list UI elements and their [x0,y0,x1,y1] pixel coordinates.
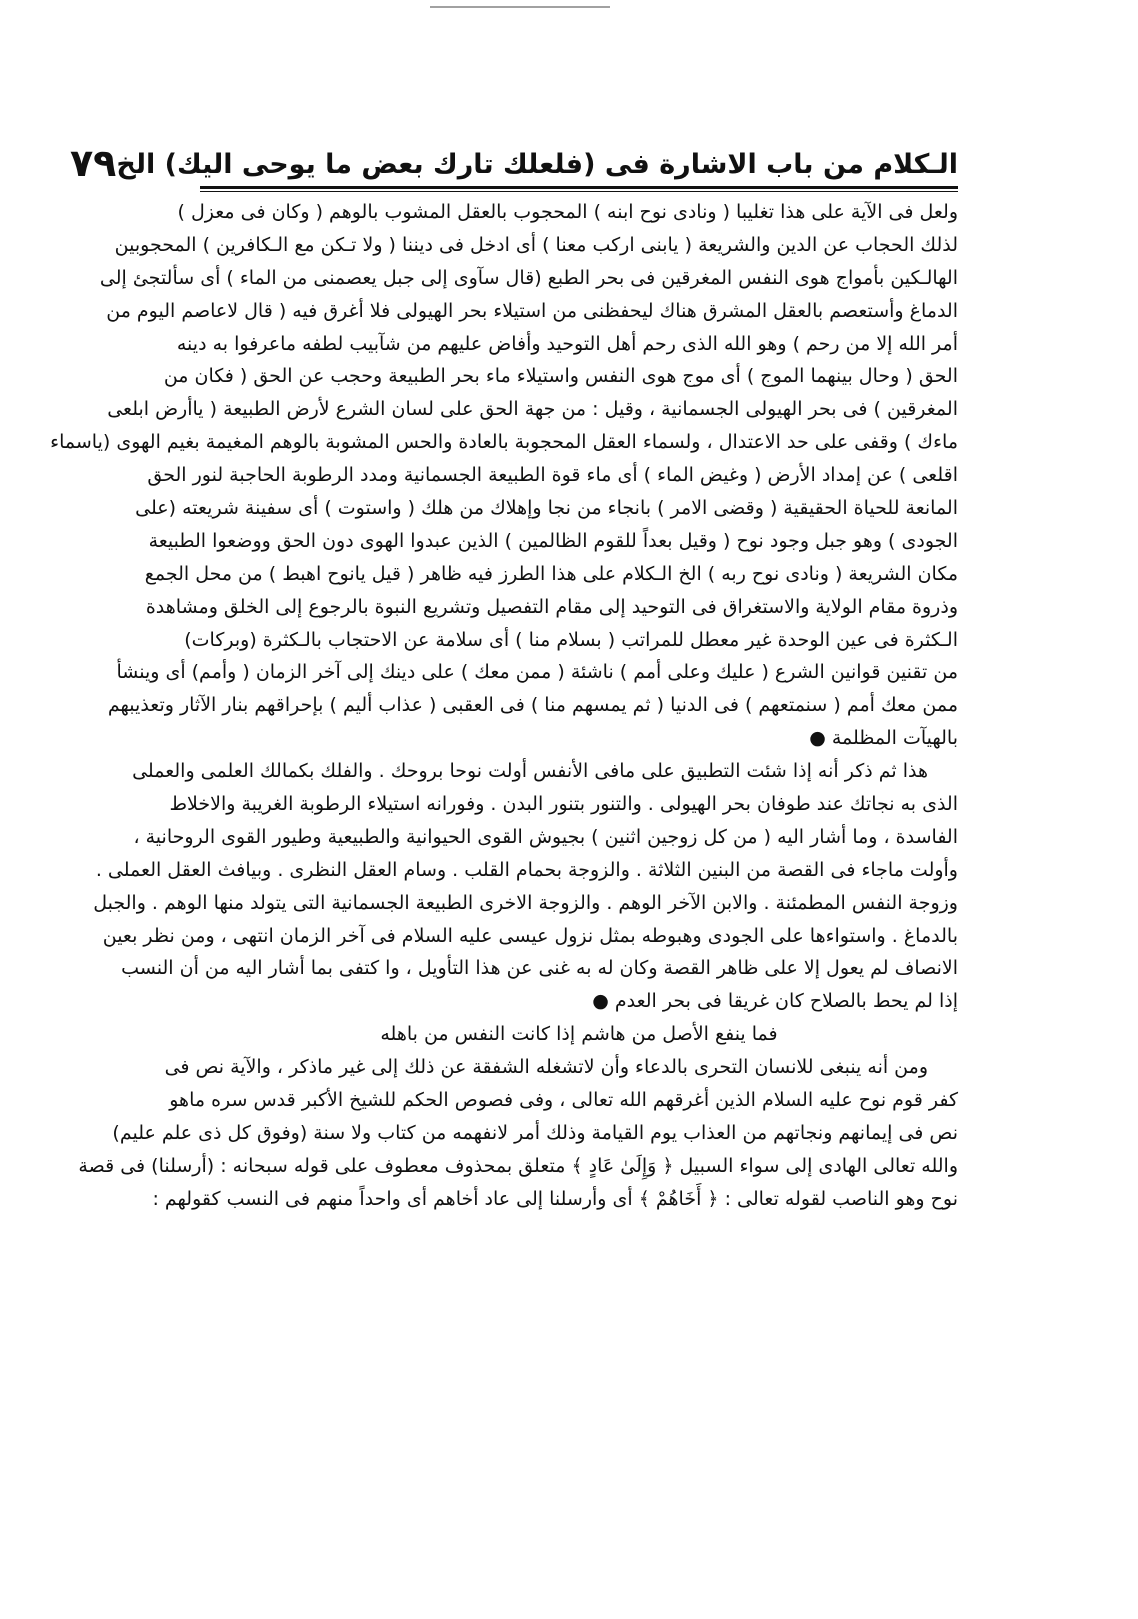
paragraph-start-line: هذا ثم ذكر أنه إذا شئت التطبيق على مافى الأنفس أولت نوحا بروحك . والفلك بكمالك العلمى والعملى [132,760,928,783]
text-line: المغرقين ) فى بحر الهيولى الجسمانية ، وقيل : من جهة الحق على لسان الشرع لأرض الطبيعة ( ياأرض ابلعى [107,398,958,421]
page-header [69,128,958,185]
text-line: نوح وهو الناصب لقوله تعالى : ﴿ أَخَاهُمْ ﴾ أى وأرسلنا إلى عاد أخاهم أى واحداً منهم فى النسب كقولهم : [152,1187,958,1210]
text-line: وذروة مقام الولاية والاستغراق فى التوحيد إلى مقام التفصيل وتشريع النبوة بالرجوع إلى الخلق ومشاهدة [145,595,958,618]
top-edge-mark [430,0,610,8]
paragraph-start-line: ومن أنه ينبغى للانسان التحرى بالدعاء وأن لاتشغله الشفقة عن ذلك إلى غير ماذكر ، والآية نص فى [164,1056,928,1079]
header-rule [200,186,958,189]
text-line: لذلك الحجاب عن الدين والشريعة ( يابنى اركب معنا ) أى ادخل فى ديننا ( ولا تـكن مع الـكافرين ) المحجوبين [114,233,958,256]
page-number: ٧٩ [69,141,117,185]
text-line: والله تعالى الهادى إلى سواء السبيل ﴿ وَإِلَىٰ عَادٍ ﴾ متعلق بمحذوف معطوف على قوله سبحانه : (أرسلنا) فى قصة [78,1154,958,1177]
text-line: المانعة للحياة الحقيقية ( وقضى الامر ) بانجاء من نجا وإهلاك من هلك ( واستوت ) أى سفينة شريعته (على [135,497,958,520]
text-line: الجودى ) وهو جبل وجود نوح ( وقيل بعداً للقوم الظالمين ) الذين عبدوا الهوى دون الحق ووضعوا الطبيعة [148,529,958,552]
body-text [50,196,958,1216]
text-line: اقلعى ) عن إمداد الأرض ( وغيض الماء ) أى ماء قوة الطبيعة الجسمانية ومدد الرطوبة الحاجبة لنور الحق [147,464,958,487]
text-line: الفاسدة ، وما أشار اليه ( من كل زوجين اثنين ) بجيوش القوى الحيوانية والطبيعية وطيور القوى الروحانية ، [133,825,958,848]
header-rule-thin [200,191,958,192]
text-line: الهالـكين بأمواج هوى النفس المغرقين فى بحر الطبع (قال سآوى إلى جبل يعصمنى من الماء ) أى سألتجئ إلى [99,266,958,289]
text-line: الذى به نجاتك عند طوفان بحر الهيولى . والتنور بتنور البدن . وفورانه استيلاء الرطوبة الغريبة والاخلاط [169,793,958,816]
text-line: نص فى إيمانهم ونجاتهم من العذاب يوم القيامة وذلك أمر لانفهمه من كتاب ولا سنة (وفوق كل ذى علم عليم) [112,1121,958,1144]
text-line: وأولت ماجاء فى القصة من البنين الثلاثة . والزوجة بحمام القلب . وسام العقل النظرى . وبيافث العقل العملى . [95,858,958,881]
poetry-verse: فما ينفع الأصل من هاشم إذا كانت النفس من باهله [380,1023,778,1046]
text-line: ولعل فى الآية على هذا تغليبا ( ونادى نوح ابنه ) المحجوب بالعقل المشوب بالوهم ( وكان فى معزل ) [177,201,958,223]
text-line: من تقنين قوانين الشرع ( عليك وعلى أمم ) ناشئة ( ممن معك ) على دينك إلى آخر الزمان ( وأمم) أى وينشأ [116,661,958,684]
text-line: ماءك ) وقفى على حد الاعتدال ، ولسماء العقل المحجوبة بالعادة والحس المشوبة بالوهم المغيمة بغيم الهوى (ياسماء [50,431,958,454]
text-line: مكان الشريعة ( ونادى نوح ربه ) الخ الـكلام على هذا الطرز فيه ظاهر ( قيل يانوح اهبط ) من محل الجمع [144,562,958,585]
text-line: الدماغ وأستعصم بالعقل المشرق هناك ليحفظنى من استيلاء بحر الهيولى فلا أغرق فيه ( قال لاعاصم اليوم من [106,299,958,322]
running-title: الـكلام من باب الاشارة فى (فلعلك تارك بعض ما يوحى اليك) الخ [116,149,958,180]
text-line: الانصاف لم يعول إلا على ظاهر القصة وكان له به غنى عن هذا التأويل ، وا كتفى بما أشار اليه من أن النسب [121,957,958,980]
text-line: الـكثرة فى عين الوحدة غير معطل للمراتب ( بسلام منا ) أى سلامة عن الاحتجاب بالـكثرة (وبركات) [184,628,958,651]
text-line: ممن معك أمم ( سنمتعهم ) فى الدنيا ( ثم يمسهم منا ) فى العقبى ( عذاب أليم ) بإحراقهم بنار الآثار وتعذيبهم [107,694,958,717]
text-line: بالدماغ . واستواءها على الجودى وهبوطه بمثل نزول عيسى عليه السلام فى آخر الزمان انتهى ، ومن نظر بعين [102,924,958,947]
text-line: كفر قوم نوح عليه السلام الذين أغرقهم الله تعالى ، وفى فصوص الحكم للشيخ الأكبر قدس سره ماهو [169,1089,958,1112]
paragraph-end-line: بالهيآت المظلمة ● [809,727,958,750]
text-line: وزوجة النفس المطمئنة . والابن الآخر الوهم . والزوجة الاخرى الطبيعة الجسمانية التى يتولد منها الوهم . والجبل [93,891,958,914]
text-line: أمر الله إلا من رحم ) وهو الله الذى رحم أهل التوحيد وأفاض عليهم من شآبيب لطفه ماعرفوا به دينه [176,332,958,355]
paragraph-end-line: إذا لم يحط بالصلاح كان غريقا فى بحر العدم ● [592,990,958,1013]
text-line: الحق ( وحال بينهما الموج ) أى موج هوى النفس واستيلاء ماء بحر الطبيعة وحجب عن الحق ( فكان من [163,365,958,388]
